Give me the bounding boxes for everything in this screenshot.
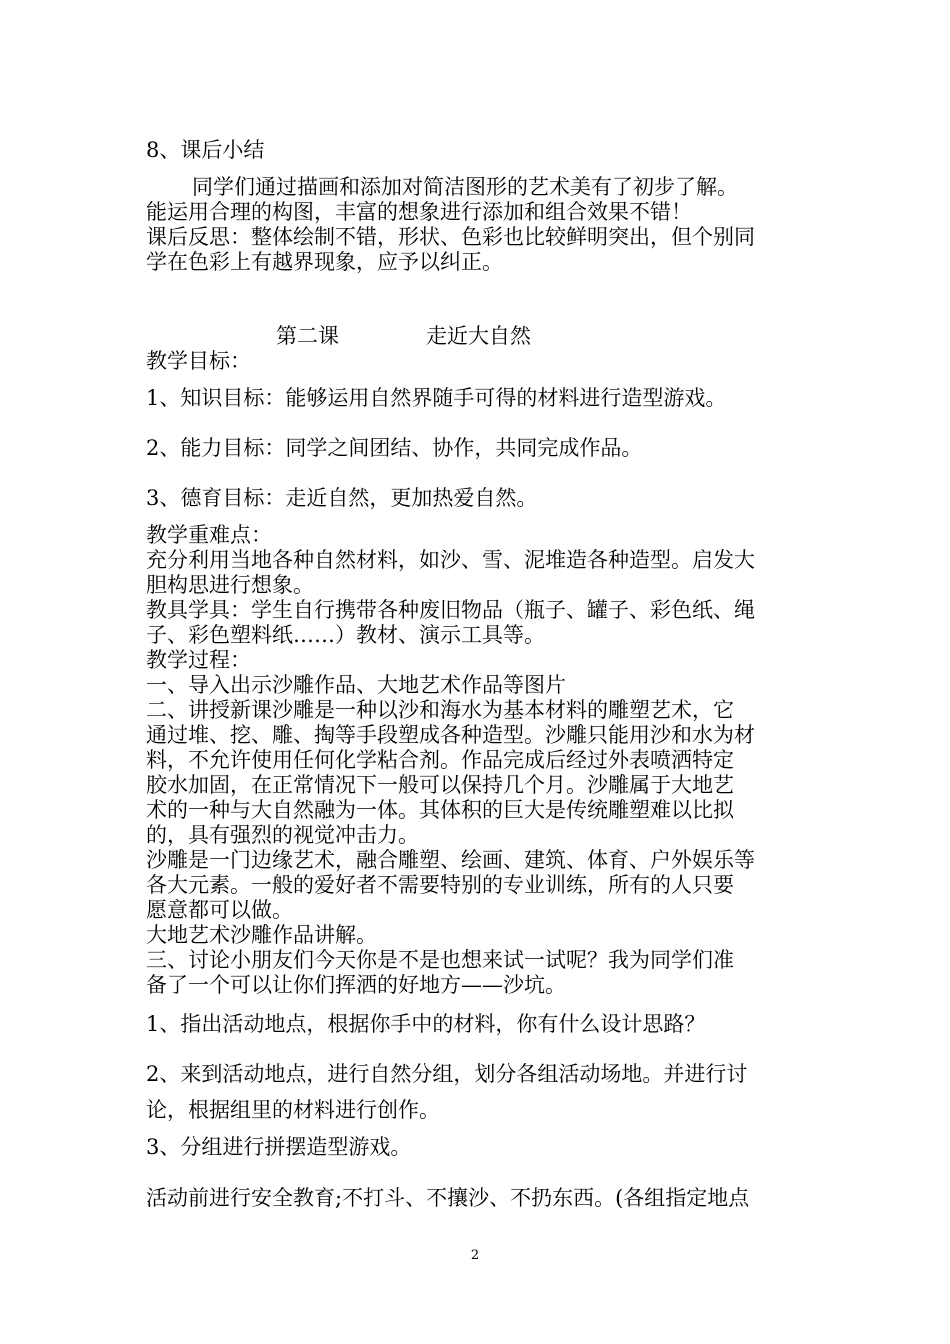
tools-line-1: 教具学具：学生自行携带各种废旧物品（瓶子、罐子、彩色纸、绳 xyxy=(146,598,755,622)
summary-line-1: 同学们通过描画和添加对简洁图形的艺术美有了初步了解。 xyxy=(192,175,738,199)
activity-2-line-2: 论，根据组里的材料进行创作。 xyxy=(146,1098,440,1122)
process-heading: 教学过程： xyxy=(146,648,251,672)
section-heading-summary: 8、课后小结 xyxy=(146,138,265,162)
process-step-2-line-5: 术的一种与大自然融为一体。其体积的巨大是传统雕塑难以比拟 xyxy=(146,798,734,822)
goal-knowledge: 1、知识目标：能够运用自然界随手可得的材料进行造型游戏。 xyxy=(146,386,727,410)
process-step-1: 一、导入出示沙雕作品、大地艺术作品等图片 xyxy=(146,673,566,697)
activity-1: 1、指出活动地点，根据你手中的材料，你有什么设计思路？ xyxy=(146,1012,706,1036)
lesson-title: 走近大自然 xyxy=(426,324,531,348)
reflection-line-1: 课后反思：整体绘制不错，形状、色彩也比较鲜明突出，但个别同 xyxy=(146,225,755,249)
key-points-line-1: 充分利用当地各种自然材料，如沙、雪、泥堆造各种造型。启发大 xyxy=(146,548,755,572)
explain-line: 大地艺术沙雕作品讲解。 xyxy=(146,923,377,947)
sand-art-line-2: 各大元素。一般的爱好者不需要特别的专业训练，所有的人只要 xyxy=(146,873,734,897)
process-step-2-line-6: 的，具有强烈的视觉冲击力。 xyxy=(146,823,419,847)
tools-line-2: 子、彩色塑料纸……）教材、演示工具等。 xyxy=(146,623,545,647)
page-number: 2 xyxy=(470,1248,480,1263)
key-points-heading: 教学重难点： xyxy=(146,523,272,547)
safety-line: 活动前进行安全教育;不打斗、不攘沙、不扔东西。(各组指定地点 xyxy=(146,1186,750,1210)
process-step-3-line-1: 三、讨论小朋友们今天你是不是也想来试一试呢？我为同学们准 xyxy=(146,948,734,972)
reflection-line-2: 学在色彩上有越界现象，应予以纠正。 xyxy=(146,250,503,274)
goals-heading: 教学目标： xyxy=(146,349,251,373)
process-step-2-line-2: 通过堆、挖、雕、掏等手段塑成各种造型。沙雕只能用沙和水为材 xyxy=(146,723,755,747)
lesson-number: 第二课 xyxy=(276,324,339,348)
process-step-2-line-4: 胶水加固，在正常情况下一般可以保持几个月。沙雕属于大地艺 xyxy=(146,773,734,797)
activity-3: 3、分组进行拼摆造型游戏。 xyxy=(146,1135,412,1159)
sand-art-line-1: 沙雕是一门边缘艺术，融合雕塑、绘画、建筑、体育、户外娱乐等 xyxy=(146,848,755,872)
process-step-3-line-2: 备了一个可以让你们挥洒的好地方——沙坑。 xyxy=(146,973,566,997)
goal-ability: 2、能力目标：同学之间团结、协作，共同完成作品。 xyxy=(146,436,643,460)
goal-moral: 3、德育目标：走近自然，更加热爱自然。 xyxy=(146,486,538,510)
summary-line-2: 能运用合理的构图，丰富的想象进行添加和组合效果不错！ xyxy=(146,200,692,224)
key-points-line-2: 胆构思进行想象。 xyxy=(146,573,314,597)
sand-art-line-3: 愿意都可以做。 xyxy=(146,898,293,922)
activity-2-line-1: 2、来到活动地点，进行自然分组，划分各组活动场地。并进行讨 xyxy=(146,1062,748,1086)
process-step-2-line-1: 二、讲授新课沙雕是一种以沙和海水为基本材料的雕塑艺术，它 xyxy=(146,698,734,722)
process-step-2-line-3: 料，不允许使用任何化学粘合剂。作品完成后经过外表喷洒特定 xyxy=(146,748,734,772)
